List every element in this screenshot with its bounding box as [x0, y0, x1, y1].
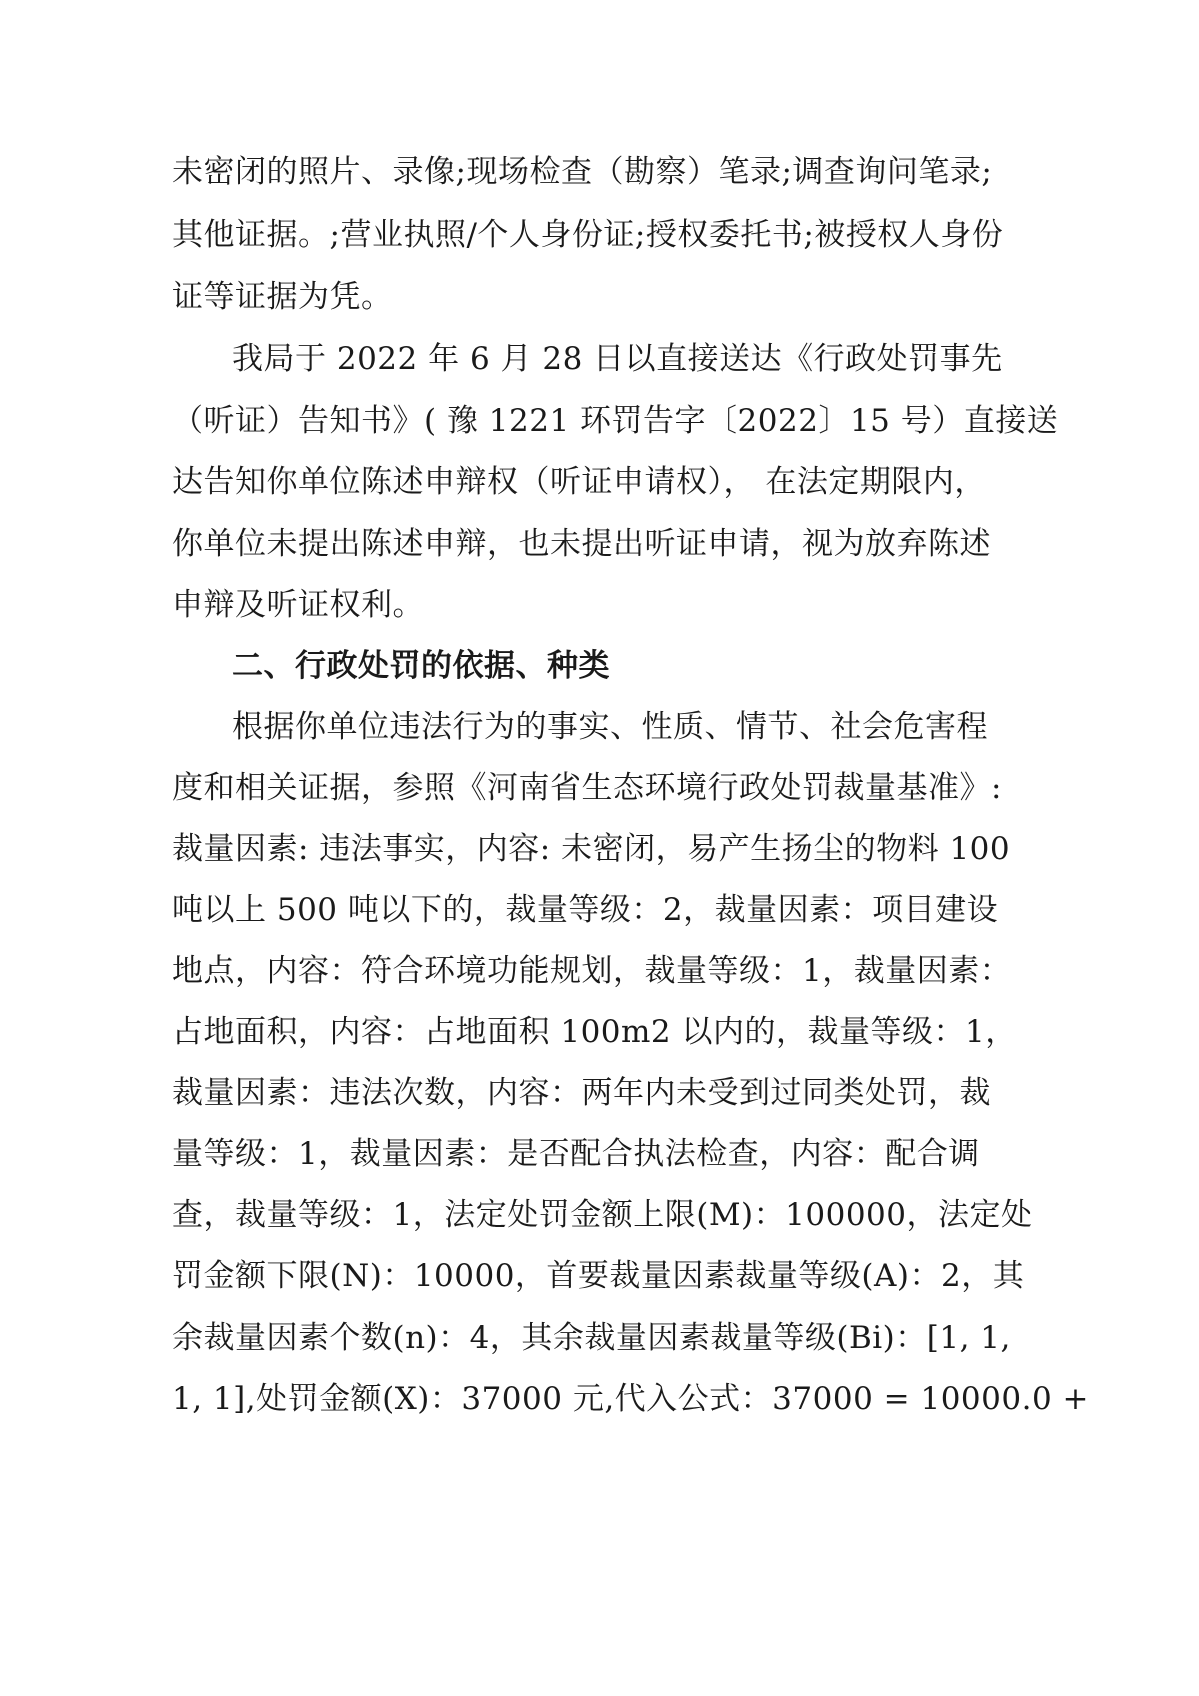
text-line-21: 1, 1],处罚金额(X)：37000 元,代入公式：37000 = 10000.0 + [172, 1381, 1090, 1417]
text-line-8: 申辩及听证权利。 [172, 587, 424, 623]
text-line-12: 裁量因素: 违法事实，内容: 未密闭，易产生扬尘的物料 100 [172, 831, 1011, 867]
paragraph-notice-start: 我局于 2022 年 6 月 28 日以直接送达《行政处罚事先 [232, 341, 1003, 377]
text-line-17: 量等级：1，裁量因素：是否配合执法检查，内容：配合调 [172, 1136, 980, 1172]
text-line-11: 度和相关证据，参照《河南省生态环境行政处罚裁量基准》: [172, 770, 1002, 806]
text-line-15: 占地面积，内容：占地面积 100m2 以内的，裁量等级：1， [172, 1014, 1017, 1050]
text-line-13: 吨以上 500 吨以下的，裁量等级：2，裁量因素：项目建设 [172, 892, 999, 928]
text-line-19: 罚金额下限(N)：10000，首要裁量因素裁量等级(A)：2，其 [172, 1258, 1025, 1294]
text-line-6: 达告知你单位陈述申辩权（听证申请权）， 在法定期限内， [172, 464, 986, 500]
text-line-2: 其他证据。;营业执照/个人身份证;授权委托书;被授权人身份 [172, 217, 1004, 253]
text-line-18: 查，裁量等级：1，法定处罚金额上限(M)：100000，法定处 [172, 1197, 1033, 1233]
text-line-7: 你单位未提出陈述申辩，也未提出听证申请，视为放弃陈述 [172, 526, 991, 562]
text-line-3: 证等证据为凭。 [172, 279, 393, 315]
text-line-16: 裁量因素：违法次数，内容：两年内未受到过同类处罚，裁 [172, 1075, 991, 1111]
paragraph-basis-start: 根据你单位违法行为的事实、性质、情节、社会危害程 [232, 709, 988, 745]
text-line-5: （听证）告知书》( 豫 1221 环罚告字〔2022〕15 号）直接送 [172, 403, 1059, 439]
text-line-14: 地点，内容：符合环境功能规划，裁量等级：1，裁量因素： [172, 953, 1012, 989]
text-line-1: 未密闭的照片、录像;现场检查（勘察）笔录;调查询问笔录; [172, 154, 993, 190]
section-heading: 二、行政处罚的依据、种类 [232, 648, 610, 684]
text-line-20: 余裁量因素个数(n)：4，其余裁量因素裁量等级(Bi)：[1, 1, [172, 1320, 1011, 1356]
